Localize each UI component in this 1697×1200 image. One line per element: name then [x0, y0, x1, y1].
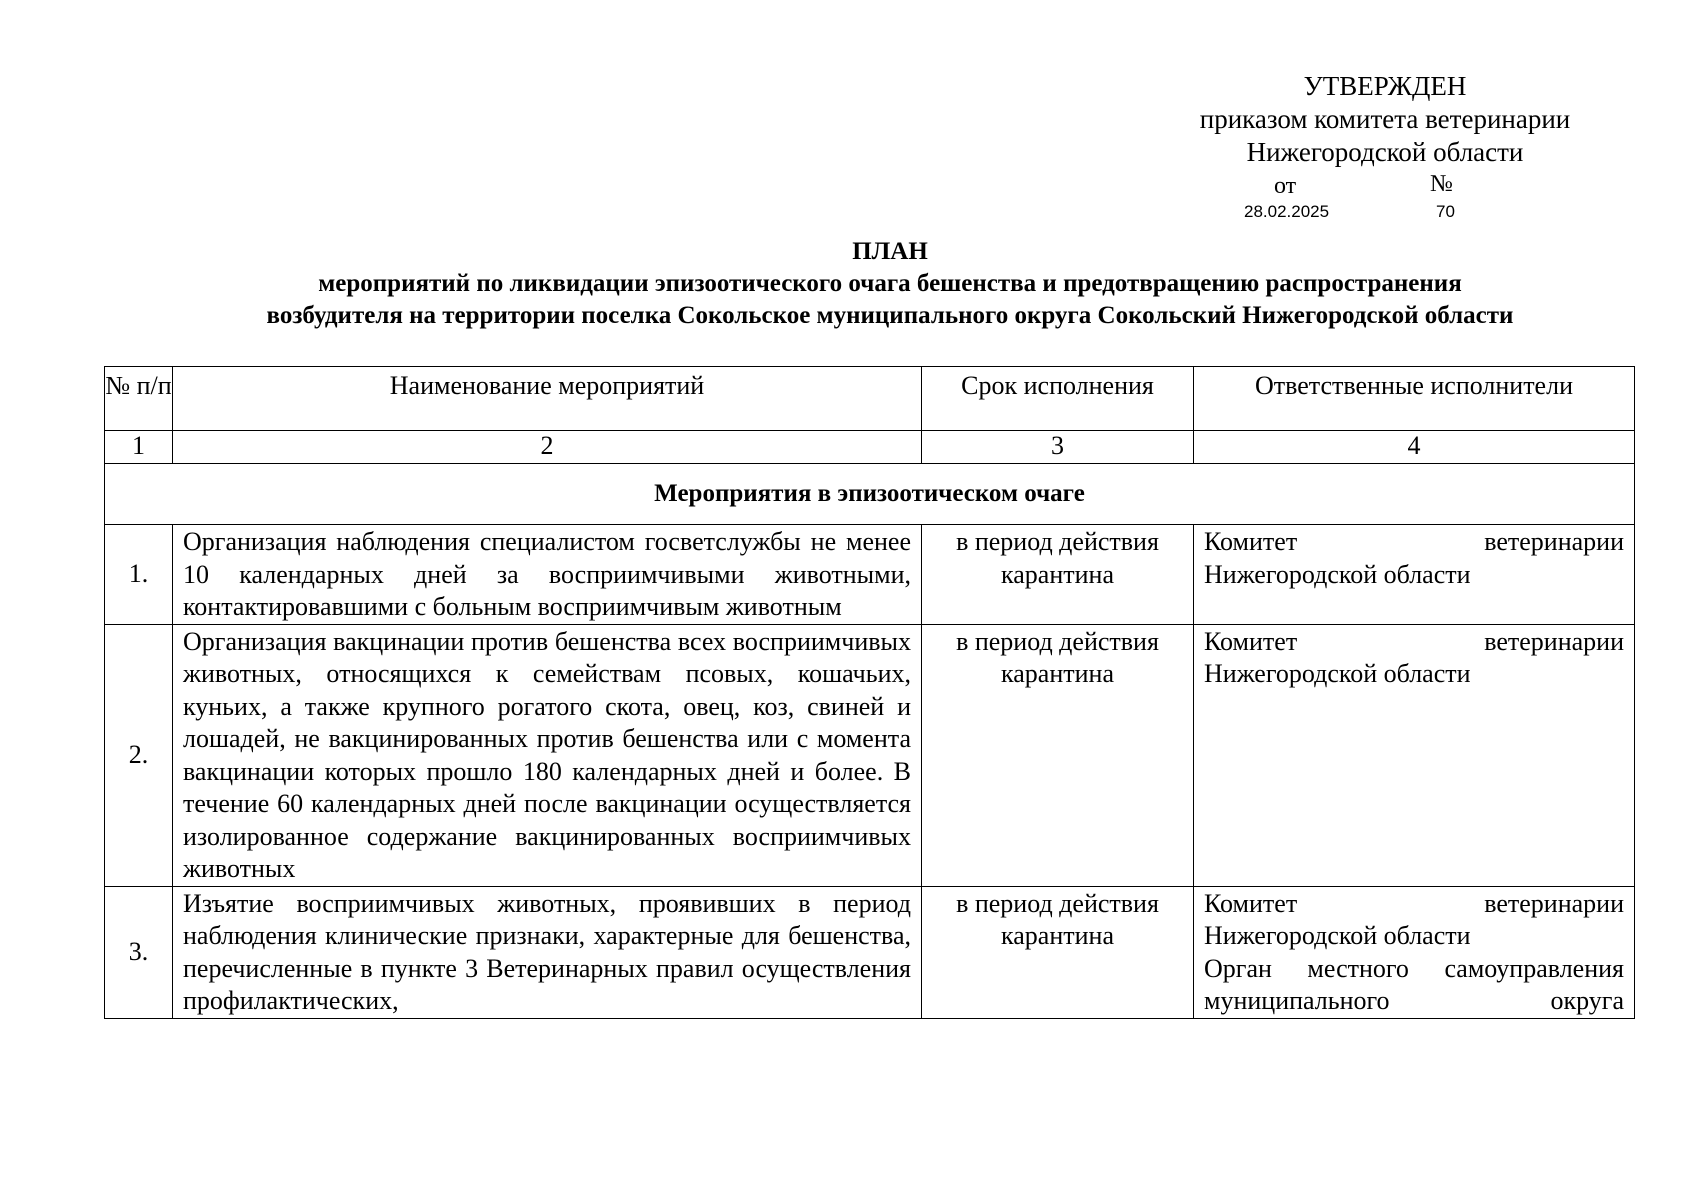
table-row [105, 886, 1635, 1018]
responsible-line: муниципального округа [1204, 986, 1624, 1015]
row-activity: Организация вакцинации против бешенства всех восприимчивых животных, относящихся к семействам псовых, кошачьих, куньих, а также крупного рогатого скота, овец, коз, свиней и лошадей, не вакцинированных против бешенства или с момента вакцинации которых прошло 180 календарных дней и более. В течение 60 календарных дней после вакцинации осуществляется изолированное содержание вакцинированных восприимчивых животных [173, 624, 922, 886]
table-row [105, 525, 1635, 625]
column-index: 4 [1194, 431, 1635, 464]
approval-date-row [1150, 169, 1620, 219]
date-prefix: от [1274, 173, 1297, 199]
approval-line-order: приказом комитета ветеринарии [1199, 104, 1571, 134]
responsible-line: Нижегородской области [1204, 921, 1471, 950]
responsible-line: Комитет ветеринарии [1204, 888, 1624, 918]
header-responsible: Ответственные исполнители [1194, 367, 1635, 431]
column-index: 3 [922, 431, 1194, 464]
row-responsible [1194, 525, 1635, 625]
column-index: 2 [173, 431, 922, 464]
row-number: 2. [105, 624, 173, 886]
plan-subtitle-line-2: возбудителя на территории поселка Сокольское муниципального округа Сокольский Нижегородской области [266, 302, 1514, 329]
approval-date: 28.02.2025 [1244, 202, 1330, 221]
row-term: в период действия карантина [922, 624, 1194, 886]
plan-subtitle-line-1: мероприятий по ликвидации эпизоотического очага бешенства и предотвращению распространения [318, 270, 1462, 297]
row-activity: Изъятие восприимчивых животных, проявивших в период наблюдения клинические признаки, характерные для бешенства, перечисленные в пункте 3 Ветеринарных правил осуществления профилактических, [173, 886, 922, 1018]
row-term: в период действия карантина [922, 886, 1194, 1018]
column-index: 1 [105, 431, 173, 464]
approval-stamp [1150, 70, 1620, 219]
column-index-row [105, 431, 1635, 464]
header-term: Срок исполнения [922, 367, 1194, 431]
row-number: 3. [105, 886, 173, 1018]
approval-number: 70 [1436, 202, 1455, 221]
row-activity: Организация наблюдения специалистом госветслужбы не менее 10 календарных дней за восприимчивыми животными, контактировавшими с больным восприимчивым животным [173, 525, 922, 625]
header-name: Наименование мероприятий [173, 367, 922, 431]
section-title: Мероприятия в эпизоотическом очаге [105, 464, 1635, 525]
number-prefix: № [1430, 171, 1453, 197]
responsible-line: Нижегородской области [1204, 659, 1471, 688]
responsible-line: Орган местного самоуправления [1204, 953, 1624, 983]
plan-title-block [100, 236, 1680, 332]
header-num: № п/п [105, 367, 173, 431]
responsible-line: Комитет ветеринарии [1204, 527, 1624, 556]
plan-title: ПЛАН [852, 238, 928, 265]
plan-table [104, 366, 1635, 1019]
table-row [105, 624, 1635, 886]
row-responsible [1194, 624, 1635, 886]
approval-line-region: Нижегородской области [1246, 137, 1524, 167]
row-number: 1. [105, 525, 173, 625]
section-row [105, 464, 1635, 525]
row-term: в период действия карантина [922, 525, 1194, 625]
responsible-line: Нижегородской области [1204, 559, 1471, 589]
approval-heading: УТВЕРЖДЕН [1303, 71, 1467, 101]
responsible-line: Комитет ветеринарии [1204, 626, 1624, 656]
row-responsible [1194, 886, 1635, 1018]
table-header-row [105, 367, 1635, 431]
